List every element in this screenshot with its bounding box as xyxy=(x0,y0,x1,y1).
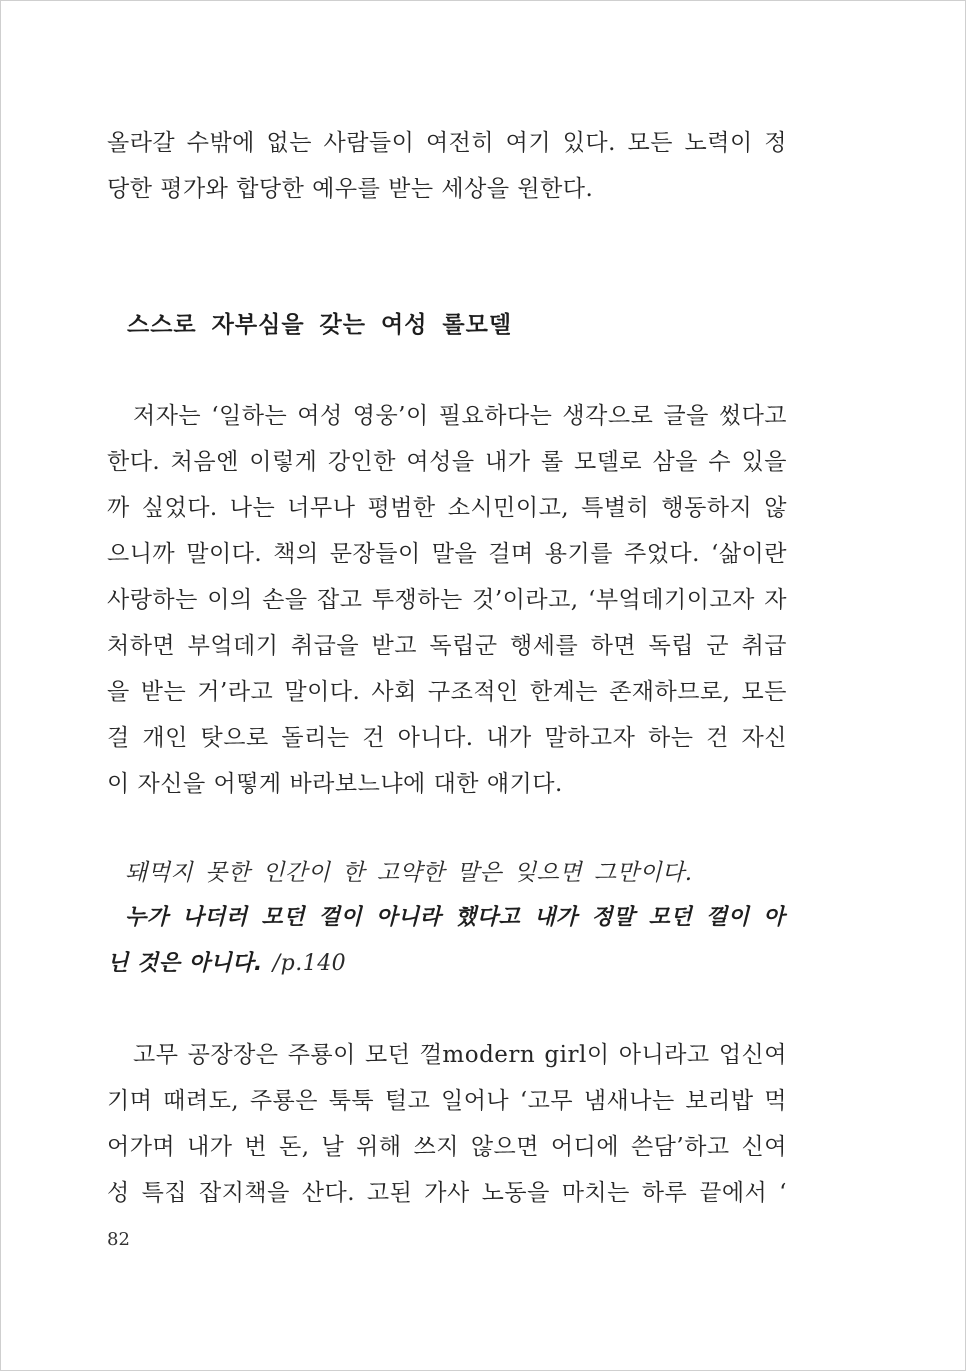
paragraph-2-line-7: 을 받는 거’라고 말이다. 사회 구조적인 한계는 존재하므로, 모든 xyxy=(107,679,787,705)
paragraph-2-line-9: 이 자신을 어떻게 바라보느냐에 대한 얘기다. xyxy=(107,771,563,797)
paragraph-3-line-2: 기며 때려도, 주룡은 툭툭 털고 일어나 ‘고무 냄새나는 보리밥 먹 xyxy=(107,1088,787,1114)
page-number: 82 xyxy=(107,1229,130,1250)
paragraph-2-line-3: 까 싶었다. 나는 너무나 평범한 소시민이고, 특별히 행동하지 않 xyxy=(107,495,787,521)
section-heading: 스스로 자부심을 갖는 여성 롤모델 xyxy=(127,312,513,338)
paragraph-2-line-4: 으니까 말이다. 책의 문장들이 말을 걸며 용기를 주었다. ‘삶이란 xyxy=(107,541,787,567)
paragraph-3-line-4: 성 특집 잡지책을 산다. 고된 가사 노동을 마치는 하루 끝에서 ‘ xyxy=(107,1180,787,1206)
paragraph-1-line-1: 올라갈 수밖에 없는 사람들이 여전히 여기 있다. 모든 노력이 정 xyxy=(107,130,787,156)
quote-page-reference: /p.140 xyxy=(272,951,347,976)
paragraph-2-line-8: 걸 개인 탓으로 돌리는 건 아니다. 내가 말하고자 하는 건 자신 xyxy=(107,725,787,751)
paragraph-1-line-2: 당한 평가와 합당한 예우를 받는 세상을 원한다. xyxy=(107,176,594,202)
quote-line-1: 돼먹지 못한 인간이 한 고약한 말은 잊으면 그만이다. xyxy=(125,860,693,886)
paragraph-2-line-6: 처하면 부엌데기 취급을 받고 독립군 행세를 하면 독립 군 취급 xyxy=(107,633,787,659)
paragraph-2-line-1: 저자는 ‘일하는 여성 영웅’이 필요하다는 생각으로 글을 썼다고 xyxy=(133,403,787,429)
quote-line-3-text: 닌 것은 아니다. xyxy=(107,951,263,976)
paragraph-3-line-1: 고무 공장장은 주룡이 모던 껄modern girl이 아니라고 업신여 xyxy=(133,1042,787,1068)
quote-line-2: 누가 나더러 모던 껄이 아니라 했다고 내가 정말 모던 껄이 아 xyxy=(125,905,785,930)
paragraph-2-line-2: 한다. 처음엔 이렇게 강인한 여성을 내가 롤 모델로 삼을 수 있을 xyxy=(107,449,787,475)
paragraph-3-line-3: 어가며 내가 번 돈, 날 위해 쓰지 않으면 어디에 쓴담’하고 신여 xyxy=(107,1134,787,1160)
paragraph-2-line-5: 사랑하는 이의 손을 잡고 투쟁하는 것’이라고, ‘부엌데기이고자 자 xyxy=(107,587,787,613)
quote-line-3 xyxy=(107,949,346,979)
